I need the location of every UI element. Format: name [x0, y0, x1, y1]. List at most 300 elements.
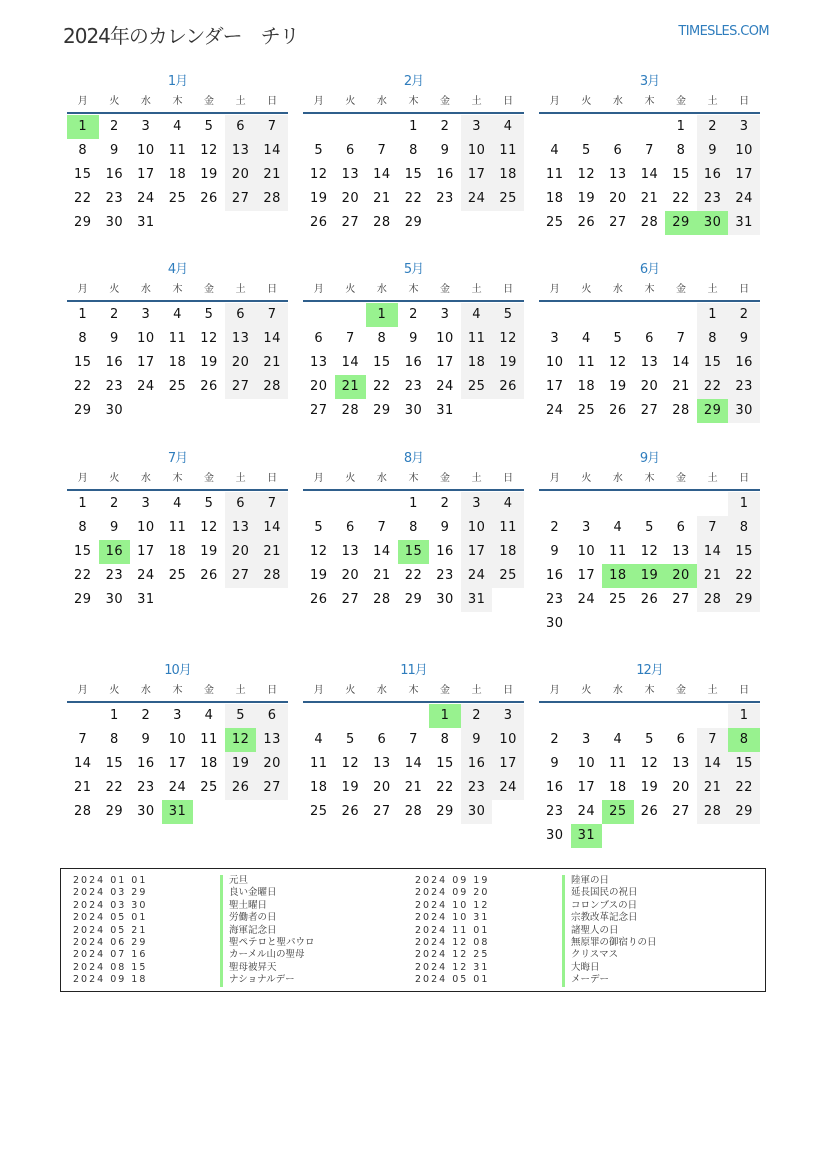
day-cell: 4	[613, 520, 623, 535]
holiday-name: 大晦日	[562, 962, 600, 974]
day-cell: 9	[109, 520, 119, 535]
empty-cell	[634, 303, 666, 327]
weekday-label: 火	[345, 473, 356, 484]
day-cell: 14	[373, 167, 391, 182]
day-cell: 15	[404, 167, 423, 182]
month-block	[303, 72, 524, 235]
weekday-label: 火	[109, 473, 120, 484]
month-name: 6月	[639, 262, 660, 277]
day-cell: 8	[409, 520, 418, 535]
weekday-label: 火	[109, 284, 120, 295]
month-name: 1月	[167, 74, 188, 89]
weekday-label: 水	[612, 284, 623, 295]
day-cell: 5	[645, 732, 654, 747]
day-cell: 28	[256, 564, 288, 588]
day-cell: 11	[609, 756, 627, 771]
day-cell: 6	[645, 331, 654, 346]
day-cell: 2	[109, 307, 119, 322]
day-cell: 15	[728, 540, 760, 564]
day-cell: 12	[200, 331, 218, 346]
day-cell: 12	[492, 327, 524, 351]
day-cell: 10	[461, 139, 493, 163]
day-cell: 20	[225, 540, 257, 564]
day-cell: 25	[609, 592, 627, 607]
day-cell: 16	[436, 544, 454, 559]
day-cell: 10	[577, 544, 596, 559]
weekday-label: 金	[676, 685, 687, 696]
weekday-label: 水	[612, 96, 623, 107]
day-cell: 8	[78, 331, 88, 346]
day-cell: 4	[314, 732, 324, 747]
holiday-day-cell: 1	[429, 704, 461, 728]
holiday-day-cell: 31	[162, 800, 194, 824]
day-cell: 12	[640, 756, 659, 771]
month-block	[67, 661, 288, 824]
brand-link[interactable]: TIMESLES.COM	[678, 24, 769, 39]
day-cell: 19	[200, 167, 218, 182]
day-cell: 4	[173, 496, 182, 511]
weekday-header	[303, 280, 524, 302]
day-cell: 2	[550, 520, 560, 535]
day-cell: 26	[492, 375, 524, 399]
day-cell: 17	[137, 355, 155, 370]
weekday-label: 木	[172, 473, 183, 484]
day-cell: 3	[173, 708, 182, 723]
weekday-label: 火	[345, 685, 356, 696]
day-cell: 14	[256, 139, 288, 163]
day-cell: 14	[373, 544, 391, 559]
day-cell: 10	[577, 756, 596, 771]
day-cell: 14	[256, 516, 288, 540]
month-block	[303, 449, 524, 612]
day-cell: 13	[373, 756, 391, 771]
day-cell: 14	[404, 756, 423, 771]
day-cell: 16	[728, 351, 760, 375]
day-cell: 26	[609, 403, 627, 418]
day-cell: 7	[345, 331, 355, 346]
day-cell: 17	[461, 163, 493, 187]
day-cell: 27	[225, 564, 257, 588]
day-cell: 13	[225, 516, 257, 540]
holiday-day-cell: 12	[225, 728, 257, 752]
day-cell: 23	[728, 375, 760, 399]
day-cell: 20	[609, 191, 627, 206]
empty-cell	[335, 492, 367, 516]
day-cell: 30	[404, 403, 423, 418]
day-cell: 4	[461, 303, 493, 327]
day-cell: 27	[256, 776, 288, 800]
day-cell: 29	[74, 215, 92, 230]
holiday-date: 2024 09 20	[415, 887, 490, 899]
day-cell: 16	[697, 163, 729, 187]
day-grid	[67, 704, 288, 824]
holiday-date: 2024 09 19	[415, 875, 490, 886]
day-cell: 21	[373, 568, 391, 583]
day-cell: 24	[577, 804, 596, 819]
month-block	[303, 661, 524, 824]
day-cell: 8	[377, 331, 387, 346]
day-cell: 6	[225, 492, 257, 516]
weekday-label: 月	[77, 284, 88, 295]
weekday-label: 金	[204, 284, 215, 295]
month-name: 11月	[400, 663, 427, 678]
holiday-name: 良い金曜日	[220, 887, 277, 899]
weekday-label: 土	[707, 284, 718, 295]
day-cell: 24	[137, 191, 155, 206]
weekday-label: 木	[644, 284, 655, 295]
weekday-label: 金	[676, 473, 687, 484]
day-cell: 13	[672, 544, 690, 559]
day-cell: 25	[168, 191, 187, 206]
day-cell: 29	[404, 215, 423, 230]
day-cell: 6	[377, 732, 387, 747]
day-cell: 17	[168, 756, 187, 771]
day-cell: 30	[105, 215, 124, 230]
weekday-label: 火	[581, 473, 592, 484]
day-cell: 31	[137, 215, 155, 230]
day-cell: 24	[436, 379, 454, 394]
day-cell: 2	[697, 115, 729, 139]
day-cell: 24	[461, 187, 493, 211]
day-cell: 2	[440, 119, 450, 134]
day-cell: 29	[436, 804, 454, 819]
day-cell: 7	[256, 492, 288, 516]
day-cell: 24	[137, 379, 155, 394]
weekday-label: 金	[676, 284, 687, 295]
day-cell: 9	[109, 143, 119, 158]
day-cell: 21	[672, 379, 690, 394]
day-cell: 8	[676, 143, 686, 158]
day-cell: 14	[341, 355, 360, 370]
day-cell: 18	[546, 191, 564, 206]
day-cell: 11	[492, 139, 524, 163]
holiday-day-cell: 29	[697, 399, 729, 423]
day-cell: 23	[546, 804, 564, 819]
empty-cell	[571, 704, 603, 728]
holiday-date: 2024 11 01	[415, 924, 490, 936]
day-cell: 22	[404, 191, 423, 206]
day-cell: 22	[672, 191, 690, 206]
weekday-label: 火	[581, 284, 592, 295]
weekday-label: 木	[408, 685, 419, 696]
day-cell: 23	[546, 592, 564, 607]
page-title: 2024年のカレンダー チリ	[63, 24, 299, 48]
weekday-label: 金	[204, 685, 215, 696]
month-block	[67, 449, 288, 612]
day-cell: 5	[204, 119, 214, 134]
day-cell: 7	[409, 732, 418, 747]
weekday-label: 火	[345, 284, 356, 295]
weekday-label: 土	[471, 96, 482, 107]
day-cell: 29	[74, 592, 92, 607]
day-cell: 10	[728, 139, 760, 163]
day-cell: 20	[341, 568, 360, 583]
day-cell: 17	[461, 540, 493, 564]
day-cell: 12	[577, 167, 596, 182]
empty-cell	[571, 303, 603, 327]
day-cell: 29	[74, 403, 92, 418]
weekday-label: 日	[267, 96, 278, 107]
empty-cell	[539, 704, 571, 728]
holiday-date: 2024 09 18	[73, 974, 148, 986]
day-cell: 2	[728, 303, 760, 327]
day-cell: 12	[640, 544, 659, 559]
day-cell: 23	[697, 187, 729, 211]
day-cell: 3	[581, 520, 591, 535]
day-cell: 19	[200, 544, 218, 559]
holiday-list	[60, 868, 766, 992]
day-cell: 10	[137, 520, 155, 535]
day-cell: 4	[492, 115, 524, 139]
empty-cell	[303, 492, 335, 516]
day-cell: 13	[225, 139, 257, 163]
day-cell: 24	[492, 776, 524, 800]
day-cell: 7	[645, 143, 654, 158]
day-cell: 4	[613, 732, 623, 747]
day-cell: 25	[492, 564, 524, 588]
day-cell: 5	[345, 732, 355, 747]
weekday-label: 土	[707, 685, 718, 696]
holiday-day-cell: 29	[665, 211, 697, 235]
holiday-name: 諸聖人の日	[562, 925, 619, 937]
day-cell: 20	[225, 351, 257, 375]
day-cell: 29	[728, 588, 760, 612]
holiday-name: ナショナルデー	[220, 974, 295, 986]
day-cell: 12	[310, 167, 328, 182]
month-name: 2月	[403, 74, 424, 89]
weekday-label: 木	[644, 473, 655, 484]
day-cell: 4	[550, 143, 560, 158]
day-cell: 10	[546, 355, 564, 370]
day-cell: 29	[728, 800, 760, 824]
empty-cell	[67, 704, 99, 728]
day-cell: 8	[409, 143, 418, 158]
day-cell: 30	[105, 592, 124, 607]
day-cell: 27	[672, 592, 690, 607]
day-cell: 5	[581, 143, 591, 158]
day-cell: 21	[697, 776, 729, 800]
holiday-name: 労働者の日	[220, 912, 277, 924]
weekday-label: 金	[204, 96, 215, 107]
day-cell: 29	[373, 403, 391, 418]
weekday-label: 木	[408, 96, 419, 107]
empty-cell	[366, 115, 398, 139]
weekday-label: 水	[140, 284, 151, 295]
holiday-date: 2024 05 01	[415, 974, 490, 986]
day-cell: 5	[645, 520, 654, 535]
holiday-date: 2024 10 12	[415, 899, 490, 911]
day-cell: 8	[78, 520, 88, 535]
weekday-label: 火	[581, 685, 592, 696]
day-cell: 7	[377, 520, 387, 535]
weekday-label: 月	[313, 473, 324, 484]
weekday-label: 土	[235, 96, 246, 107]
day-cell: 6	[613, 143, 623, 158]
day-cell: 22	[74, 191, 92, 206]
day-cell: 24	[461, 564, 493, 588]
weekday-label: 土	[707, 473, 718, 484]
weekday-label: 日	[503, 685, 514, 696]
empty-cell	[366, 492, 398, 516]
day-cell: 7	[697, 728, 729, 752]
month-block	[539, 449, 760, 636]
day-cell: 11	[200, 732, 218, 747]
day-cell: 18	[577, 379, 596, 394]
day-cell: 10	[168, 732, 187, 747]
weekday-label: 月	[549, 473, 560, 484]
day-cell: 6	[225, 303, 257, 327]
day-cell: 6	[345, 143, 355, 158]
holiday-name: 延長国民の祝日	[562, 887, 638, 899]
weekday-label: 火	[345, 96, 356, 107]
holiday-day-cell: 1	[366, 303, 398, 327]
day-cell: 9	[409, 331, 418, 346]
day-cell: 17	[546, 379, 564, 394]
weekday-header	[539, 92, 760, 114]
day-cell: 5	[204, 307, 214, 322]
day-cell: 17	[492, 752, 524, 776]
holiday-name: クリスマス	[562, 949, 618, 961]
day-cell: 12	[200, 520, 218, 535]
weekday-label: 金	[440, 473, 451, 484]
day-cell: 19	[492, 351, 524, 375]
empty-cell	[539, 492, 571, 516]
day-cell: 20	[640, 379, 659, 394]
month-name: 5月	[403, 262, 424, 277]
holiday-date: 2024 12 31	[415, 961, 490, 973]
day-cell: 18	[492, 163, 524, 187]
day-cell: 21	[74, 780, 92, 795]
day-cell: 18	[609, 780, 627, 795]
day-cell: 14	[256, 327, 288, 351]
weekday-label: 月	[313, 685, 324, 696]
day-cell: 27	[609, 215, 627, 230]
day-cell: 28	[256, 375, 288, 399]
day-cell: 24	[546, 403, 564, 418]
weekday-label: 水	[140, 473, 151, 484]
day-cell: 17	[436, 355, 454, 370]
holiday-name: 元旦	[220, 875, 248, 887]
weekday-label: 日	[267, 685, 278, 696]
holiday-day-cell: 31	[571, 824, 603, 848]
day-cell: 10	[492, 728, 524, 752]
weekday-header	[67, 280, 288, 302]
day-grid	[303, 492, 524, 612]
day-cell: 5	[314, 143, 324, 158]
weekday-label: 木	[172, 284, 183, 295]
weekday-label: 月	[77, 96, 88, 107]
day-cell: 27	[640, 403, 659, 418]
day-cell: 11	[577, 355, 596, 370]
day-cell: 3	[492, 704, 524, 728]
weekday-label: 月	[549, 284, 560, 295]
holiday-day-cell: 19	[634, 564, 666, 588]
day-cell: 10	[436, 331, 454, 346]
holiday-day-cell: 30	[697, 211, 729, 235]
empty-cell	[697, 492, 729, 516]
weekday-label: 木	[644, 685, 655, 696]
holiday-date: 2024 10 31	[415, 912, 490, 924]
day-cell: 22	[404, 568, 423, 583]
weekday-label: 火	[109, 96, 120, 107]
weekday-label: 日	[503, 473, 514, 484]
month-name: 9月	[639, 451, 660, 466]
day-cell: 1	[409, 496, 418, 511]
empty-cell	[335, 704, 367, 728]
day-cell: 26	[640, 804, 659, 819]
day-grid	[303, 704, 524, 824]
weekday-label: 木	[408, 284, 419, 295]
day-cell: 31	[436, 403, 454, 418]
day-cell: 23	[105, 191, 124, 206]
weekday-label: 日	[739, 685, 750, 696]
day-cell: 15	[697, 351, 729, 375]
weekday-label: 水	[612, 685, 623, 696]
empty-cell	[665, 704, 697, 728]
day-cell: 30	[546, 616, 564, 631]
day-cell: 25	[310, 804, 328, 819]
day-cell: 9	[550, 544, 560, 559]
day-cell: 30	[461, 800, 493, 824]
day-cell: 13	[225, 327, 257, 351]
day-cell: 11	[168, 520, 187, 535]
day-cell: 21	[256, 163, 288, 187]
day-cell: 29	[105, 804, 124, 819]
day-cell: 3	[581, 732, 591, 747]
weekday-label: 火	[109, 685, 120, 696]
day-cell: 26	[310, 215, 328, 230]
day-cell: 7	[256, 303, 288, 327]
day-cell: 19	[341, 780, 360, 795]
day-cell: 5	[314, 520, 324, 535]
day-cell: 11	[310, 756, 328, 771]
month-name: 12月	[636, 663, 663, 678]
weekday-header	[303, 681, 524, 703]
day-cell: 6	[345, 520, 355, 535]
holiday-day-cell: 8	[728, 728, 760, 752]
holiday-day-cell: 25	[602, 800, 634, 824]
day-cell: 2	[550, 732, 560, 747]
holiday-day-cell: 15	[398, 540, 430, 564]
day-cell: 28	[373, 215, 391, 230]
day-cell: 3	[728, 115, 760, 139]
day-cell: 31	[728, 211, 760, 235]
weekday-label: 日	[503, 96, 514, 107]
day-cell: 13	[640, 355, 659, 370]
day-cell: 8	[728, 516, 760, 540]
day-cell: 1	[409, 119, 418, 134]
day-cell: 9	[550, 756, 560, 771]
weekday-label: 水	[140, 685, 151, 696]
holiday-day-cell: 20	[665, 564, 697, 588]
day-cell: 21	[404, 780, 423, 795]
holiday-name: メーデー	[562, 974, 609, 986]
day-cell: 18	[168, 355, 187, 370]
day-cell: 15	[74, 167, 92, 182]
day-cell: 2	[141, 708, 151, 723]
day-cell: 25	[461, 375, 493, 399]
day-cell: 8	[78, 143, 88, 158]
day-cell: 18	[168, 167, 187, 182]
day-cell: 17	[577, 780, 596, 795]
day-cell: 14	[697, 540, 729, 564]
day-cell: 3	[141, 119, 151, 134]
empty-cell	[303, 115, 335, 139]
weekday-label: 土	[235, 284, 246, 295]
day-cell: 21	[373, 191, 391, 206]
day-grid	[67, 115, 288, 235]
day-cell: 9	[728, 327, 760, 351]
